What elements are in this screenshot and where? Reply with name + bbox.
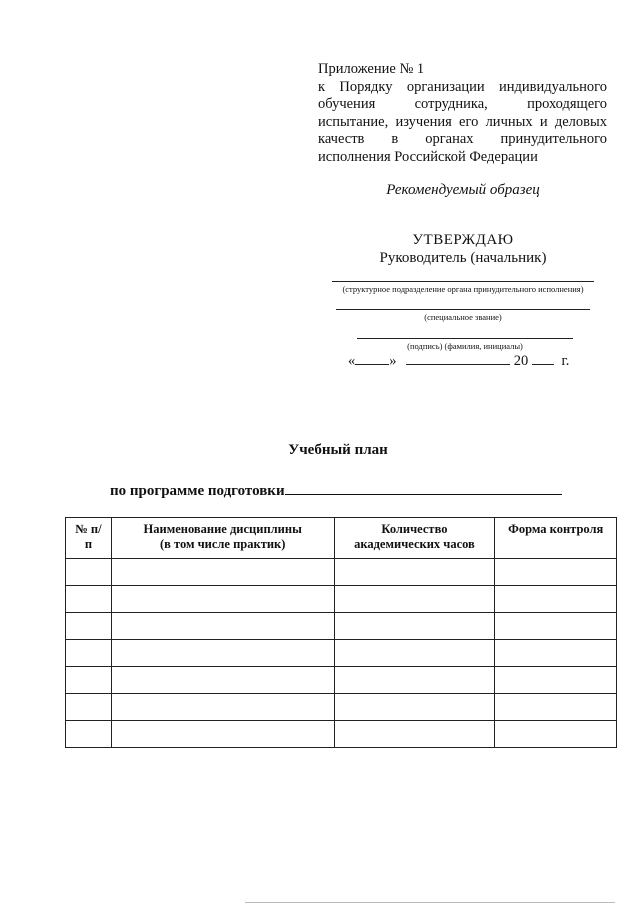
cell-hours[interactable] xyxy=(334,640,495,667)
appendix-line: к Порядку организации индивидуального xyxy=(318,78,607,95)
cell-hours[interactable] xyxy=(334,613,495,640)
cell-number[interactable] xyxy=(66,721,112,748)
cell-control-form[interactable] xyxy=(495,613,617,640)
appendix-line: обучения сотрудника, проходящего xyxy=(318,96,607,112)
unit-caption: (структурное подразделение органа принудительного исполнения) xyxy=(342,284,584,294)
date-close-quote: » xyxy=(389,353,397,369)
cell-discipline[interactable] xyxy=(111,667,334,694)
header-control-form-text: Форма контроля xyxy=(508,522,604,536)
signature-caption: (подпись) (фамилия, инициалы) xyxy=(407,341,523,351)
program-input-line[interactable] xyxy=(285,482,562,495)
cell-control-form[interactable] xyxy=(495,559,617,586)
appendix-line: Приложение № 1 xyxy=(318,61,425,77)
header-control-form xyxy=(495,518,617,559)
curriculum-table xyxy=(65,517,617,748)
plan-title: Учебный план xyxy=(288,442,388,458)
date-day-field[interactable] xyxy=(355,351,389,365)
table-row xyxy=(66,721,617,748)
approval-date xyxy=(348,351,569,370)
cell-number[interactable] xyxy=(66,694,112,721)
date-open-quote: « xyxy=(348,353,356,369)
cell-number[interactable] xyxy=(66,613,112,640)
rank-line[interactable] xyxy=(336,309,590,310)
appendix-reference xyxy=(318,61,607,166)
date-month-field[interactable] xyxy=(406,351,510,365)
header-number-text: № п/п xyxy=(75,522,102,551)
table-row xyxy=(66,640,617,667)
date-year-suffix: г. xyxy=(561,353,570,369)
unit-line[interactable] xyxy=(332,281,594,282)
date-year-field[interactable] xyxy=(532,351,554,365)
cell-discipline[interactable] xyxy=(111,640,334,667)
program-field xyxy=(110,482,562,500)
cell-control-form[interactable] xyxy=(495,667,617,694)
header-discipline-text: Наименование дисциплины (в том числе практик) xyxy=(143,522,302,551)
cell-number[interactable] xyxy=(66,586,112,613)
header-hours xyxy=(334,518,495,559)
header-discipline xyxy=(111,518,334,559)
cell-hours[interactable] xyxy=(334,721,495,748)
cell-control-form[interactable] xyxy=(495,586,617,613)
page-bottom-rule xyxy=(245,902,615,903)
recommended-sample-label: Рекомендуемый образец xyxy=(386,182,540,198)
table-row xyxy=(66,694,617,721)
approval-position: Руководитель (начальник) xyxy=(379,250,547,266)
cell-hours[interactable] xyxy=(334,559,495,586)
cell-control-form[interactable] xyxy=(495,694,617,721)
table-row xyxy=(66,586,617,613)
approval-title: УТВЕРЖДАЮ xyxy=(412,232,514,248)
cell-discipline[interactable] xyxy=(111,586,334,613)
table-header-row xyxy=(66,518,617,559)
cell-discipline[interactable] xyxy=(111,694,334,721)
appendix-line: испытание, изучения его личных и деловых xyxy=(318,113,607,130)
cell-discipline[interactable] xyxy=(111,613,334,640)
cell-number[interactable] xyxy=(66,640,112,667)
header-hours-text: Количество академических часов xyxy=(354,522,475,551)
cell-number[interactable] xyxy=(66,559,112,586)
cell-hours[interactable] xyxy=(334,586,495,613)
table-row xyxy=(66,613,617,640)
date-year-prefix: 20 xyxy=(513,353,529,369)
cell-control-form[interactable] xyxy=(495,640,617,667)
cell-control-form[interactable] xyxy=(495,721,617,748)
cell-discipline[interactable] xyxy=(111,559,334,586)
cell-number[interactable] xyxy=(66,667,112,694)
approval-block xyxy=(318,231,608,267)
appendix-line: исполнения Российской Федерации xyxy=(318,148,538,165)
header-number xyxy=(66,518,112,559)
rank-caption: (специальное звание) xyxy=(424,312,502,322)
signature-line[interactable] xyxy=(357,338,573,339)
table-row xyxy=(66,667,617,694)
table-row xyxy=(66,559,617,586)
cell-discipline[interactable] xyxy=(111,721,334,748)
appendix-line: качеств в органах принудительного xyxy=(318,131,607,147)
cell-hours[interactable] xyxy=(334,694,495,721)
program-label: по программе подготовки xyxy=(110,483,285,499)
cell-hours[interactable] xyxy=(334,667,495,694)
